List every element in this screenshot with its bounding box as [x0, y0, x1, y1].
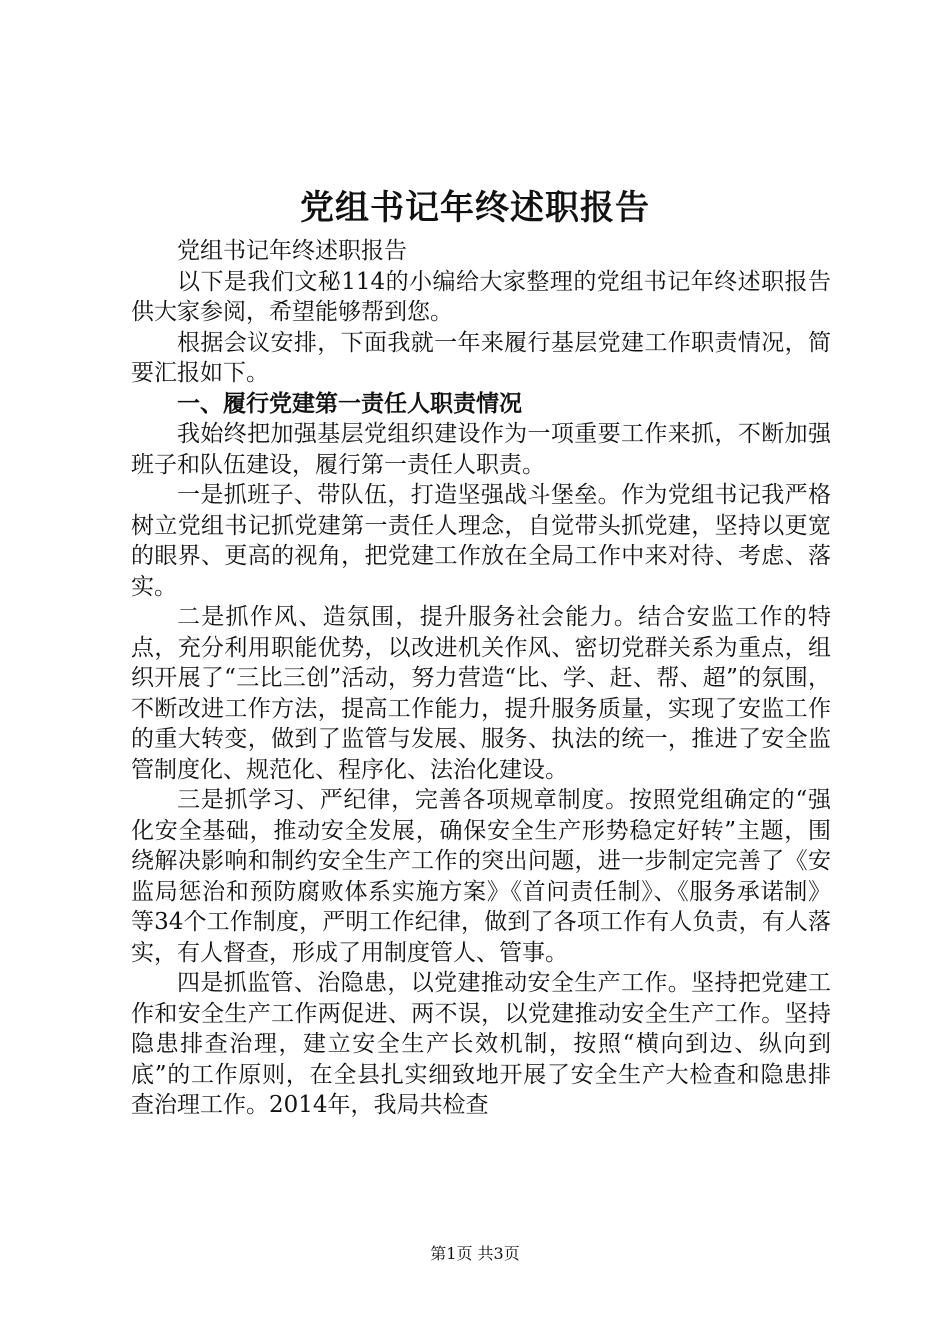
paragraph-point-4: 四是抓监管、治隐患，以党建推动安全生产工作。坚持把党建工作和安全生产工作两促进、两不误，以党建推动安全生产工作。坚持隐患排查治理，建立安全生产长效机制，按照“横向到边、纵向到底”的工作原则，在全县扎实细致地开展了安全生产大检查和隐患排查治理工作。2014年，我局共检查: [131, 970, 831, 1118]
paragraph-section-intro: 我始终把加强基层党组织建设作为一项重要工作来抓，不断加强班子和队伍建设，履行第一责任人职责。: [131, 421, 831, 478]
paragraph-subtitle: 党组书记年终述职报告: [177, 238, 407, 264]
document-title: 党组书记年终述职报告: [300, 188, 650, 228]
document-body: [131, 236, 831, 1121]
paragraph-point-1: 一是抓班子、带队伍，打造坚强战斗堡垒。作为党组书记我严格树立党组书记抓党建第一责任人理念，自觉带头抓党建，坚持以更宽的眼界、更高的视角，把党建工作放在全局工作中来对待、考虑、落实。: [131, 482, 831, 600]
paragraph-arrangement: 根据会议安排，下面我就一年来履行基层党建工作职责情况，简要汇报如下。: [131, 329, 831, 386]
paragraph-point-2: 二是抓作风、造氛围，提升服务社会能力。结合安监工作的特点，充分利用职能优势，以改进机关作风、密切党群关系为重点，组织开展了“三比三创”活动，努力营造“比、学、赶、帮、超”的氛围，不断改进工作方法，提高工作能力，提升服务质量，实现了安监工作的重大转变，做到了监管与发展、服务、执法的统一，推进了安全监管制度化、规范化、程序化、法治化建设。: [131, 604, 831, 783]
paragraph-point-3: 三是抓学习、严纪律，完善各项规章制度。按照党组确定的“强化安全基础，推动安全发展，确保安全生产形势稳定好转”主题，围绕解决影响和制约安全生产工作的突出问题，进一步制定完善了《安监局惩治和预防腐败体系实施方案》《首问责任制》、《服务承诺制》等34个工作制度，严明工作纪律，做到了各项工作有人负责，有人落实，有人督查，形成了用制度管人、管事。: [131, 787, 831, 966]
paragraph-intro: 以下是我们文秘114的小编给大家整理的党组书记年终述职报告供大家参阅，希望能够帮到您。: [131, 268, 831, 325]
page-footer: 第1页 共3页: [430, 1244, 520, 1263]
section-heading-1: 一、履行党建第一责任人职责情况: [177, 389, 522, 417]
